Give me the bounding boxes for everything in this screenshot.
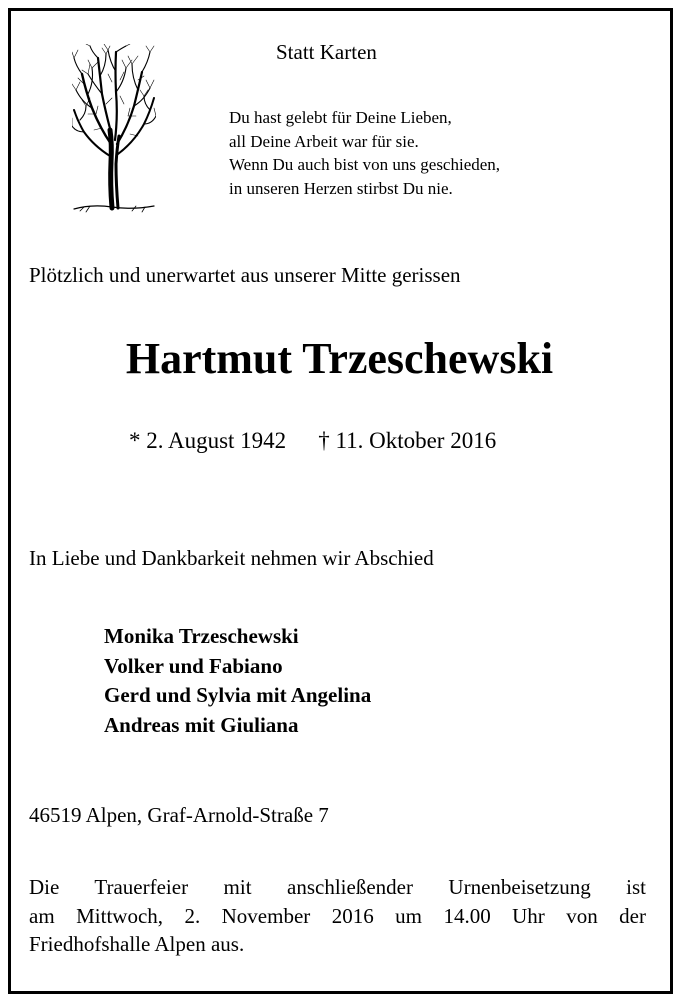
family-member: Volker und Fabiano xyxy=(104,653,283,678)
tree-icon xyxy=(72,44,156,214)
family-member: Andreas mit Giuliana xyxy=(104,712,299,737)
birth-date: * 2. August 1942 xyxy=(129,428,287,453)
service-line: Friedhofshalle Alpen aus. xyxy=(29,932,245,956)
poem-line: Du hast gelebt für Deine Lieben, xyxy=(229,108,452,127)
poem-line: all Deine Arbeit war für sie. xyxy=(229,131,419,151)
poem-verse xyxy=(229,106,500,200)
poem-line: in unseren Herzen stirbst Du nie. xyxy=(229,178,453,198)
intro-text: Plötzlich und unerwartet aus unserer Mitte gerissen xyxy=(29,263,461,287)
service-line: Die Trauerfeier mit anschließender Urnenbeisetzung ist xyxy=(29,875,646,899)
life-dates xyxy=(129,428,496,454)
family-list xyxy=(104,622,371,740)
address-line: 46519 Alpen, Graf-Arnold-Straße 7 xyxy=(29,803,329,827)
statt-karten-heading: Statt Karten xyxy=(276,40,377,64)
service-line: am Mittwoch, 2. November 2016 um 14.00 Uhr von der xyxy=(29,903,646,928)
farewell-text: In Liebe und Dankbarkeit nehmen wir Abschied xyxy=(29,546,434,570)
funeral-service-info xyxy=(29,873,646,959)
family-member: Gerd und Sylvia mit Angelina xyxy=(104,683,372,707)
deceased-name: Hartmut Trzeschewski xyxy=(125,334,554,383)
poem-line: Wenn Du auch bist von uns geschieden, xyxy=(229,155,501,174)
death-date: † 11. Oktober 2016 xyxy=(318,428,497,453)
family-member: Monika Trzeschewski xyxy=(104,624,299,648)
